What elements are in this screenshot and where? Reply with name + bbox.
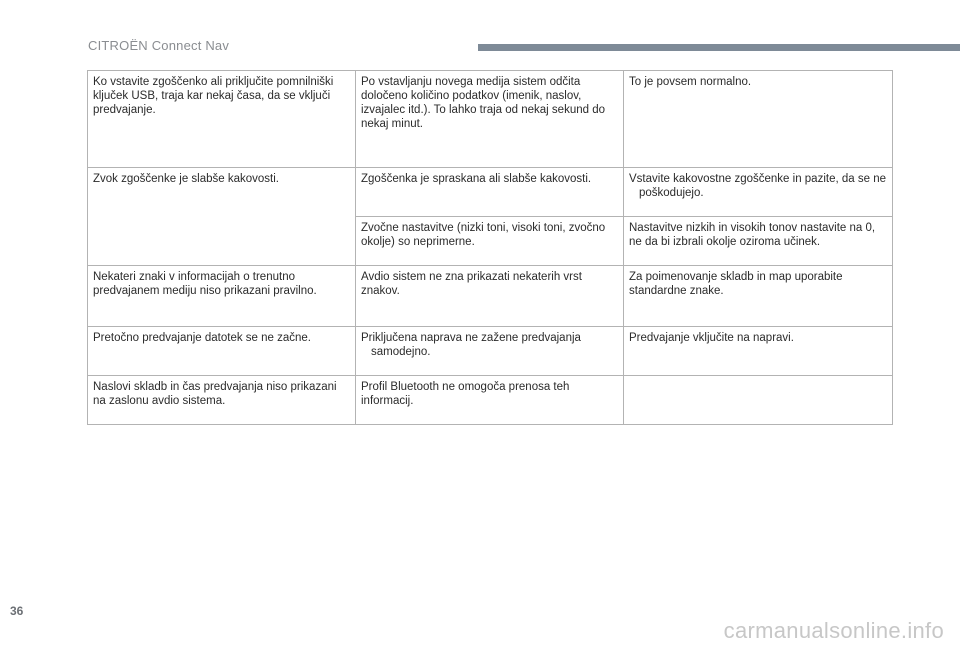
header-accent-bar (478, 44, 960, 51)
page-number: 36 (10, 604, 24, 618)
solution-text: Vstavite kakovostne zgoščenke in pazite, da se ne poškodujejo. (629, 173, 886, 199)
watermark: carmanualsonline.info (723, 618, 944, 643)
problem-cell: Pretočno predvajanje datotek se ne začne. (88, 327, 356, 376)
manual-title: CITROËN Connect Nav (88, 38, 230, 53)
table-row (88, 376, 893, 425)
problem-cell: Nekateri znaki v informacijah o trenutno predvajanem mediju niso prikazani pravilno. (88, 266, 356, 327)
solution-cell: Za poimenovanje skladb in map uporabite standardne znake. (624, 266, 893, 327)
table-row (88, 327, 893, 376)
cause-cell: Po vstavljanju novega medija sistem odčita določeno količino podatkov (imenik, naslov, izvajalec itd.). To lahko traja od nekaj sekund do nekaj minut. (356, 71, 624, 168)
cause-text: Priključena naprava ne zažene predvajanja samodejno. (361, 332, 581, 358)
table-row (88, 266, 893, 327)
solution-cell (624, 376, 893, 425)
cause-cell: Zgoščenka je spraskana ali slabše kakovosti. (356, 168, 624, 217)
cause-cell: Profil Bluetooth ne omogoča prenosa teh informacij. (356, 376, 624, 425)
problem-cell: Naslovi skladb in čas predvajanja niso prikazani na zaslonu avdio sistema. (88, 376, 356, 425)
cause-cell: Avdio sistem ne zna prikazati nekaterih vrst znakov. (356, 266, 624, 327)
problem-cell: Ko vstavite zgoščenko ali priključite pomnilniški ključek USB, traja kar nekaj časa, da se vključi predvajanje. (88, 71, 356, 168)
solution-cell: Predvajanje vključite na napravi. (624, 327, 893, 376)
problem-cell: Zvok zgoščenke je slabše kakovosti. (88, 168, 356, 266)
solution-cell: To je povsem normalno. (624, 71, 893, 168)
cause-cell: Zvočne nastavitve (nizki toni, visoki toni, zvočno okolje) so neprimerne. (356, 217, 624, 266)
troubleshooting-table (87, 70, 893, 425)
table-row (88, 168, 893, 217)
solution-cell (624, 168, 893, 217)
cause-cell (356, 327, 624, 376)
table-row (88, 71, 893, 168)
solution-cell: Nastavitve nizkih in visokih tonov nastavite na 0, ne da bi izbrali okolje oziroma učinek. (624, 217, 893, 266)
